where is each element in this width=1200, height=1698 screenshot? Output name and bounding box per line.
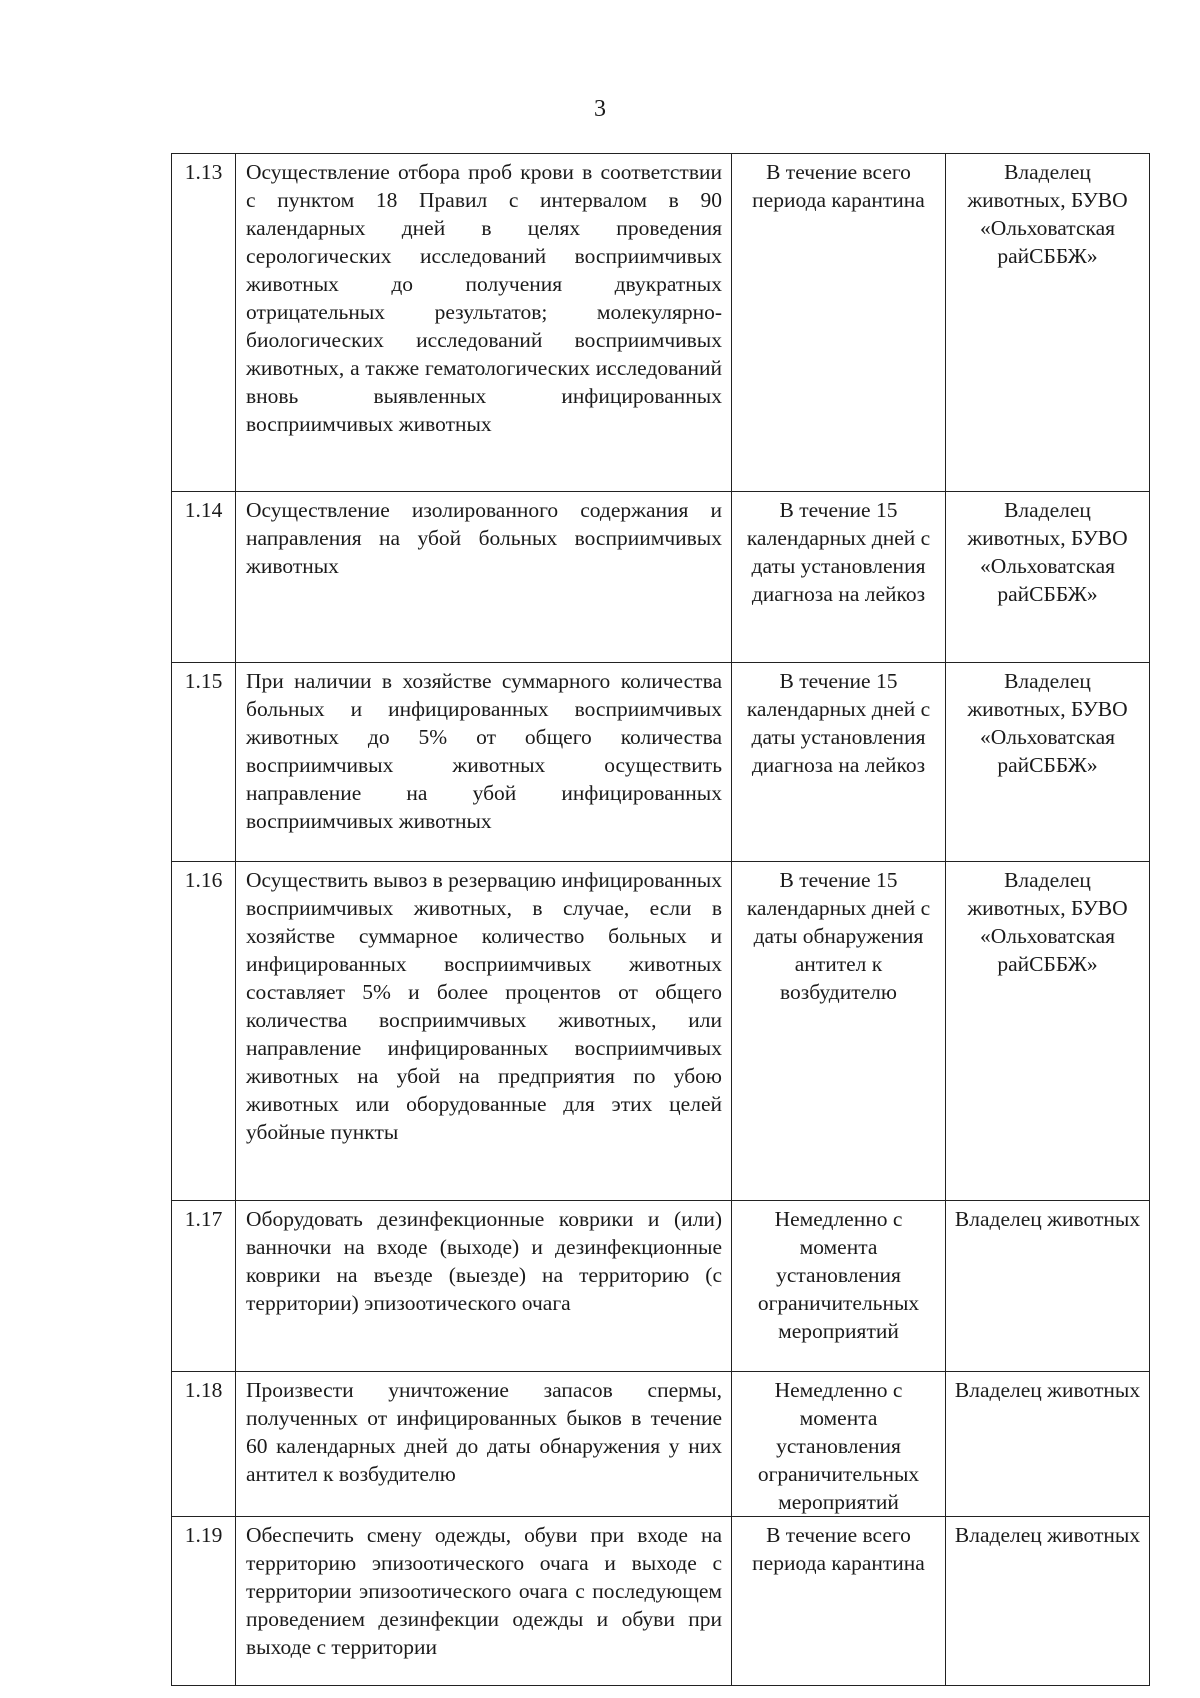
row-number: 1.19 — [172, 1517, 236, 1686]
row-number: 1.16 — [172, 862, 236, 1201]
row-responsible: Владелец животных, БУВО «Ольховатская райСББЖ» — [946, 492, 1150, 663]
row-action: Осуществить вывоз в резервацию инфицированных восприимчивых животных, в случае, если в хозяйстве суммарное количество больных и инфицированных восприимчивых животных составляет 5% и более процентов от общего количества восприимчивых животных, или направление инфицированных восприимчивых животных на убой на предприятия по убою животных или оборудованные для этих целей убойные пункты — [236, 862, 732, 1201]
row-responsible: Владелец животных — [946, 1201, 1150, 1372]
row-responsible: Владелец животных, БУВО «Ольховатская райСББЖ» — [946, 862, 1150, 1201]
row-action: Оборудовать дезинфекционные коврики и (или) ванночки на входе (выходе) и дезинфекционные коврики на въезде (выезде) на территорию (с территории) эпизоотического очага — [236, 1201, 732, 1372]
row-number: 1.18 — [172, 1372, 236, 1517]
row-responsible: Владелец животных, БУВО «Ольховатская райСББЖ» — [946, 663, 1150, 862]
row-number: 1.15 — [172, 663, 236, 862]
row-term: В течение 15 календарных дней с даты обнаружения антител к возбудителю — [732, 862, 946, 1201]
row-action: При наличии в хозяйстве суммарного количества больных и инфицированных восприимчивых животных до 5% от общего количества восприимчивых животных осуществить направление на убой инфицированных восприимчивых животных — [236, 663, 732, 862]
row-term: В течение 15 календарных дней с даты установления диагноза на лейкоз — [732, 663, 946, 862]
table-row — [172, 1372, 1150, 1517]
table-row — [172, 862, 1150, 1201]
row-responsible: Владелец животных, БУВО «Ольховатская райСББЖ» — [946, 154, 1150, 492]
table-row — [172, 492, 1150, 663]
row-term: В течение всего периода карантина — [732, 154, 946, 492]
row-term: Немедленно с момента установления ограничительных мероприятий — [732, 1201, 946, 1372]
row-number: 1.13 — [172, 154, 236, 492]
row-responsible: Владелец животных — [946, 1372, 1150, 1517]
row-responsible: Владелец животных — [946, 1517, 1150, 1686]
row-number: 1.17 — [172, 1201, 236, 1372]
measures-table — [171, 153, 1150, 1686]
table-row — [172, 663, 1150, 862]
table-row — [172, 154, 1150, 492]
row-action: Осуществление отбора проб крови в соответствии с пунктом 18 Правил с интервалом в 90 календарных дней в целях проведения серологических исследований восприимчивых животных до получения двукратных отрицательных результатов; молекулярно-биологических исследований восприимчивых животных, а также гематологических исследований вновь выявленных инфицированных восприимчивых животных — [236, 154, 732, 492]
row-term: В течение 15 календарных дней с даты установления диагноза на лейкоз — [732, 492, 946, 663]
row-term: В течение всего периода карантина — [732, 1517, 946, 1686]
table-row — [172, 1201, 1150, 1372]
row-number: 1.14 — [172, 492, 236, 663]
row-term: Немедленно с момента установления ограничительных мероприятий — [732, 1372, 946, 1517]
row-action: Осуществление изолированного содержания и направления на убой больных восприимчивых животных — [236, 492, 732, 663]
table-row — [172, 1517, 1150, 1686]
page-number: 3 — [594, 96, 606, 122]
row-action: Обеспечить смену одежды, обуви при входе на территорию эпизоотического очага и выходе с территории эпизоотического очага с последующем проведением дезинфекции одежды и обуви при выходе с территории — [236, 1517, 732, 1686]
row-action: Произвести уничтожение запасов спермы, полученных от инфицированных быков в течение 60 календарных дней до даты обнаружения у них антител к возбудителю — [236, 1372, 732, 1517]
